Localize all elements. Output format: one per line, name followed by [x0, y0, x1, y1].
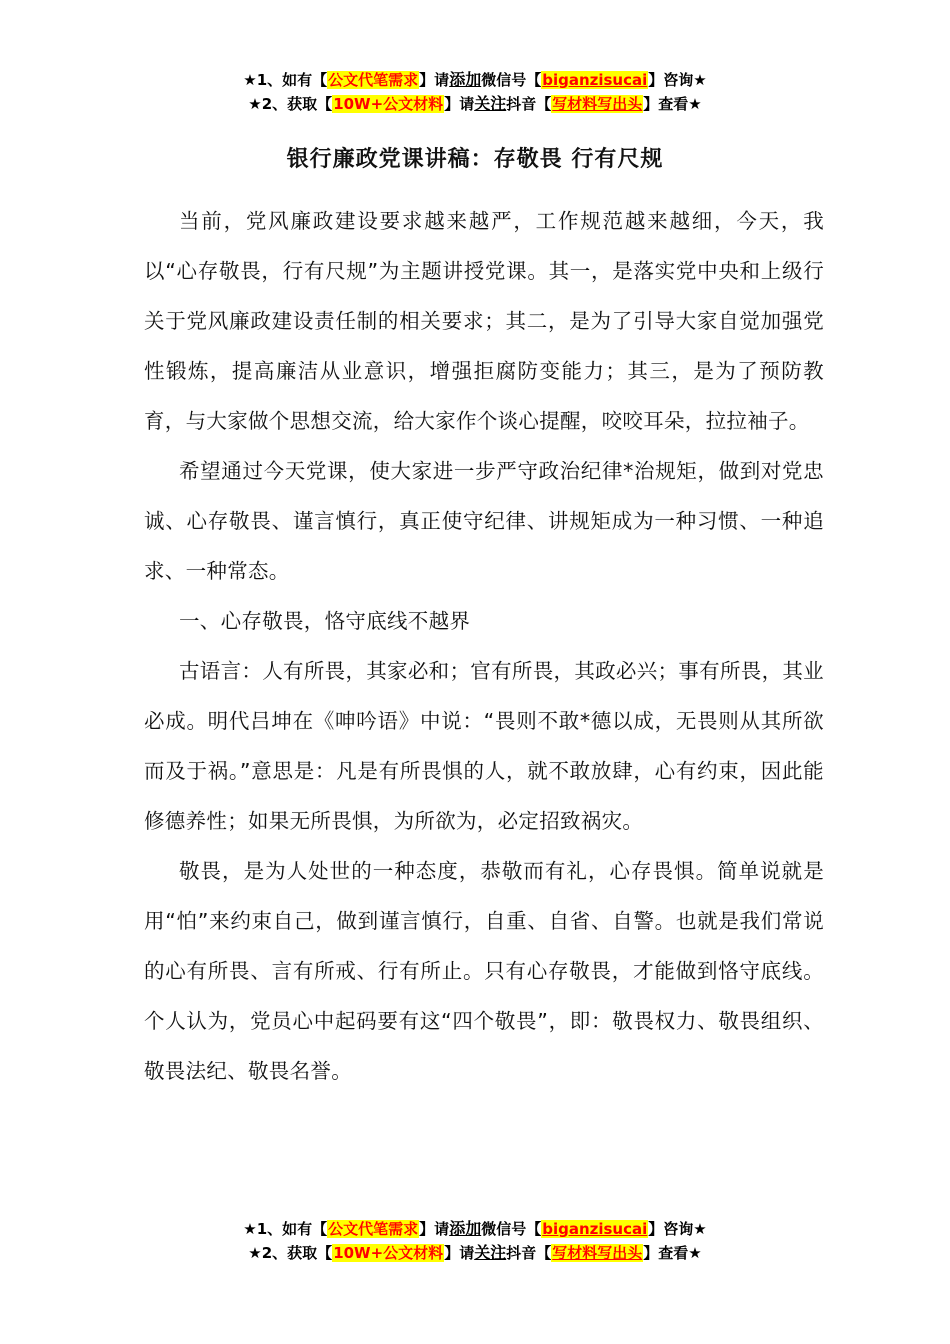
- banner-text: 】请: [444, 95, 475, 113]
- bottom-banner: [0, 1217, 950, 1265]
- banner-line-1: [0, 68, 950, 92]
- banner-text: 抖音【: [506, 95, 552, 113]
- section-heading-1: 一、心存敬畏，恪守底线不越界: [179, 609, 471, 633]
- banner-text: ★2、获取【: [248, 95, 333, 113]
- highlight-materials: 10W+公文材料: [333, 1244, 444, 1262]
- banner-emphasis: 关注: [474, 1243, 507, 1262]
- highlight-service: 公文代笔需求: [328, 1220, 419, 1238]
- top-banner: [0, 68, 950, 116]
- banner-line-2: [0, 1241, 950, 1265]
- banner-text: 微信号【: [481, 71, 542, 89]
- banner-text: 微信号【: [481, 1220, 542, 1238]
- wechat-id-link[interactable]: biganzisucai: [542, 1220, 648, 1238]
- document-title: 银行廉政党课讲稿：存敬畏 行有尺规: [286, 147, 664, 172]
- banner-emphasis: 添加: [449, 1219, 482, 1238]
- banner-text: 抖音【: [506, 1244, 552, 1262]
- highlight-materials: 10W+公文材料: [333, 95, 444, 113]
- banner-emphasis: 添加: [449, 70, 482, 89]
- banner-text: 】查看★: [643, 95, 702, 113]
- banner-line-2: [0, 92, 950, 116]
- banner-text: ★1、如有【: [243, 71, 328, 89]
- douyin-account-link[interactable]: 写材料写出头: [552, 1244, 643, 1262]
- paragraph-intro: 当前，党风廉政建设要求越来越严，工作规范越来越细，今天，我以“心存敬畏，行有尺规”为主题讲授党课。其一，是落实党中央和上级行关于党风廉政建设责任制的相关要求；其二，是为了引导大家自觉加强党性锻炼，提高廉洁从业意识，增强拒腐防变能力；其三，是为了预防教育，与大家做个思想交流，给大家作个谈心提醒，咬咬耳朵，拉拉袖子。: [144, 209, 824, 433]
- banner-text: 】请: [419, 71, 450, 89]
- paragraph-ancient-saying: 古语言：人有所畏，其家必和；官有所畏，其政必兴；事有所畏，其业必成。明代吕坤在《呻吟语》中说：“畏则不敢*德以成，无畏则从其所欲而及于祸。”意思是：凡是有所畏惧的人，就不敢放肆，心有约束，因此能修德养性；如果无所畏惧，为所欲为，必定招致祸灾。: [144, 659, 824, 833]
- banner-text: 】请: [419, 1220, 450, 1238]
- paragraph-hope: 希望通过今天党课，使大家进一步严守政治纪律*治规矩，做到对党忠诚、心存敬畏、谨言慎行，真正使守纪律、讲规矩成为一种习惯、一种追求、一种常态。: [144, 459, 824, 583]
- banner-text: ★1、如有【: [243, 1220, 328, 1238]
- banner-emphasis: 关注: [474, 94, 507, 113]
- paragraph-reverence: 敬畏，是为人处世的一种态度，恭敬而有礼，心存畏惧。简单说就是用“怕”来约束自己，做到谨言慎行，自重、自省、自警。也就是我们常说的心有所畏、言有所戒、行有所止。只有心存敬畏，才能做到恪守底线。个人认为，党员心中起码要有这“四个敬畏”，即：敬畏权力、敬畏组织、敬畏法纪、敬畏名誉。: [144, 859, 824, 1083]
- banner-text: ★2、获取【: [248, 1244, 333, 1262]
- douyin-account-link[interactable]: 写材料写出头: [552, 95, 643, 113]
- banner-text: 】咨询★: [648, 1220, 707, 1238]
- banner-text: 】咨询★: [648, 71, 707, 89]
- banner-text: 】请: [444, 1244, 475, 1262]
- document-body: [144, 196, 824, 1096]
- highlight-service: 公文代笔需求: [328, 71, 419, 89]
- wechat-id-link[interactable]: biganzisucai: [542, 71, 648, 89]
- banner-line-1: [0, 1217, 950, 1241]
- banner-text: 】查看★: [643, 1244, 702, 1262]
